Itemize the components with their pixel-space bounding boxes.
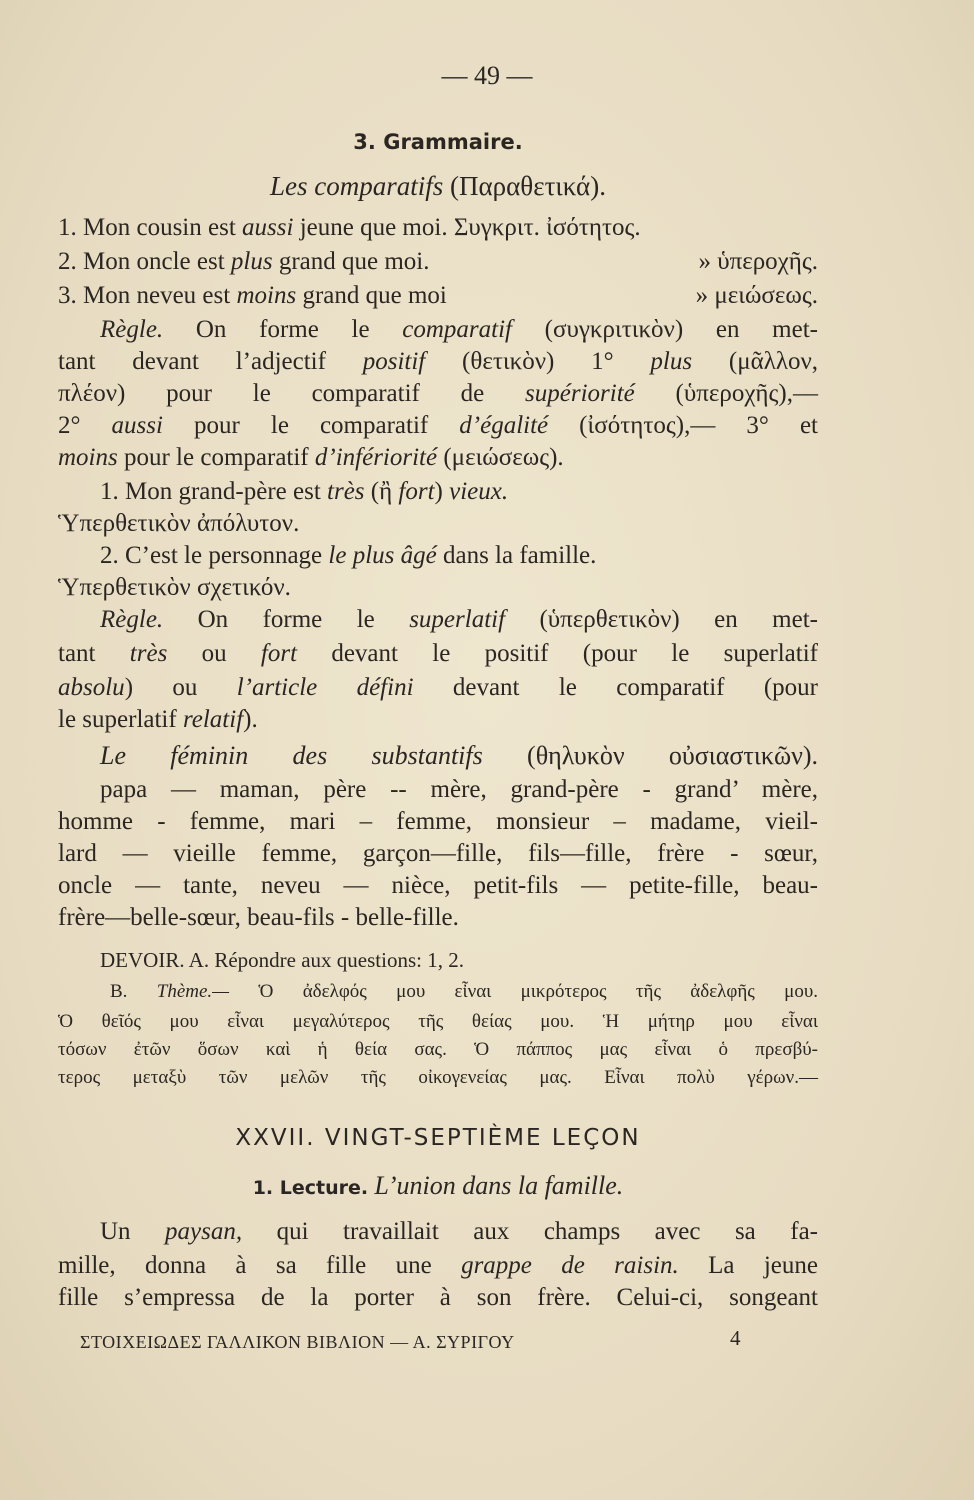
- superlative-example-2: 2. C’est le personnage le plus âgé dans la famille.: [100, 542, 597, 569]
- devoir-a: DEVOIR. A. Répondre aux questions: 1, 2.: [100, 948, 464, 972]
- feminine-title: Le féminin des substantifs (θηλυκὸν οὐσιαστικῶν).: [100, 741, 818, 770]
- devoir-b-line-2: Ὁ θεῖός μου εἶναι μεγαλύτερος τῆς θείας μου. Ἡ μήτηρ μου εἶναι: [58, 1011, 818, 1032]
- example-line-3: 3. Mon neveu est moins grand que moi » μειώσεως.: [58, 282, 818, 309]
- feminine-line-3: lard — vieille femme, garçon—fille, fils—fille, frère - sœur,: [58, 840, 818, 867]
- feminine-line-5: frère—belle-sœur, beau-fils - belle-fille.: [58, 904, 459, 931]
- page-body: [58, 0, 818, 1500]
- reading-paragraph-line-1: Un paysan, qui travaillait aux champs avec sa fa-: [100, 1218, 818, 1245]
- superlative-example-1: 1. Mon grand-père est très (ἢ fort) vieux.: [100, 478, 509, 505]
- example-line-2: 2. Mon oncle est plus grand que moi. » ὑπεροχῆς.: [58, 248, 818, 275]
- devoir-b-line-4: τερος μεταξὺ τῶν μελῶν τῆς οἰκογενείας μας. Εἶναι πολὺ γέρων.—: [58, 1067, 818, 1088]
- feminine-line-4: oncle — tante, neveu — nièce, petit-fils — petite-fille, beau-: [58, 872, 818, 899]
- reading-heading: 1. Lecture. L’union dans la famille.: [252, 1171, 624, 1200]
- rule-superlatif-line-1: Règle. On forme le superlatif (ὑπερθετικὸν) en met-: [100, 606, 818, 633]
- superlative-example-2-greek: Ὑπερθετικὸν σχετικόν.: [58, 574, 291, 601]
- section-heading-grammar: 3. Grammaire.: [353, 130, 523, 154]
- footer-book-title: ΣΤΟΙΧΕΙΩΔΕΣ ΓΑΛΛΙΚΟΝ ΒΙΒΛΙΟΝ — Α. ΣΥΡΙΓΟΥ: [80, 1332, 515, 1352]
- devoir-b-line-1: B. Thème.— Ὁ ἀδελφός μου εἶναι μικρότερος τῆς ἀδελφῆς μου.: [110, 981, 818, 1002]
- devoir-b-line-3: τόσων ἐτῶν ὅσων καὶ ἡ θεία σας. Ὁ πάππος μας εἶναι ὁ πρεσβύ-: [58, 1039, 818, 1060]
- rule-superlatif-line-4: le superlatif relatif).: [58, 706, 258, 733]
- reading-paragraph-line-2: mille, donna à sa fille une grappe de raisin. La jeune: [58, 1252, 818, 1279]
- rule-comparatif-line-2: tant devant l’adjectif positif (θετικὸν) 1° plus (μᾶλλον,: [58, 348, 819, 375]
- rule-superlatif-line-2: tant très ou fort devant le positif (pour le superlatif: [58, 640, 818, 667]
- comparatives-title: Les comparatifs (Παραθετικά).: [270, 171, 606, 201]
- rule-comparatif-line-3: πλέον) pour le comparatif de supériorité (ὑπεροχῆς),—: [58, 380, 818, 407]
- reading-paragraph-line-3: fille s’empressa de la porter à son frère. Celui-ci, songeant: [58, 1284, 818, 1311]
- example-line-1: 1. Mon cousin est aussi jeune que moi. Συγκριτ. ἰσότητος.: [58, 214, 641, 241]
- feminine-line-1: papa — maman, père -- mère, grand-père - grand’ mère,: [100, 776, 818, 803]
- rule-comparatif-line-5: moins pour le comparatif d’infériorité (μειώσεως).: [58, 444, 564, 471]
- superlative-example-1-greek: Ὑπερθετικὸν ἀπόλυτον.: [58, 510, 300, 537]
- lesson-heading: XXVII. VINGT-SEPTIÈME LEÇON: [235, 1125, 641, 1151]
- rule-superlatif-line-3: absolu) ou l’article défini devant le comparatif (pour: [58, 674, 818, 701]
- page-number: — 49 —: [441, 61, 533, 90]
- footer-signature-number: 4: [730, 1326, 741, 1350]
- rule-comparatif-line-4: 2° aussi pour le comparatif d’égalité (ἰσότητος),— 3° et: [58, 412, 818, 439]
- feminine-line-2: homme - femme, mari – femme, monsieur – madame, vieil-: [58, 808, 818, 835]
- rule-comparatif-line-1: Règle. On forme le comparatif (συγκριτικὸν) en met-: [100, 316, 818, 343]
